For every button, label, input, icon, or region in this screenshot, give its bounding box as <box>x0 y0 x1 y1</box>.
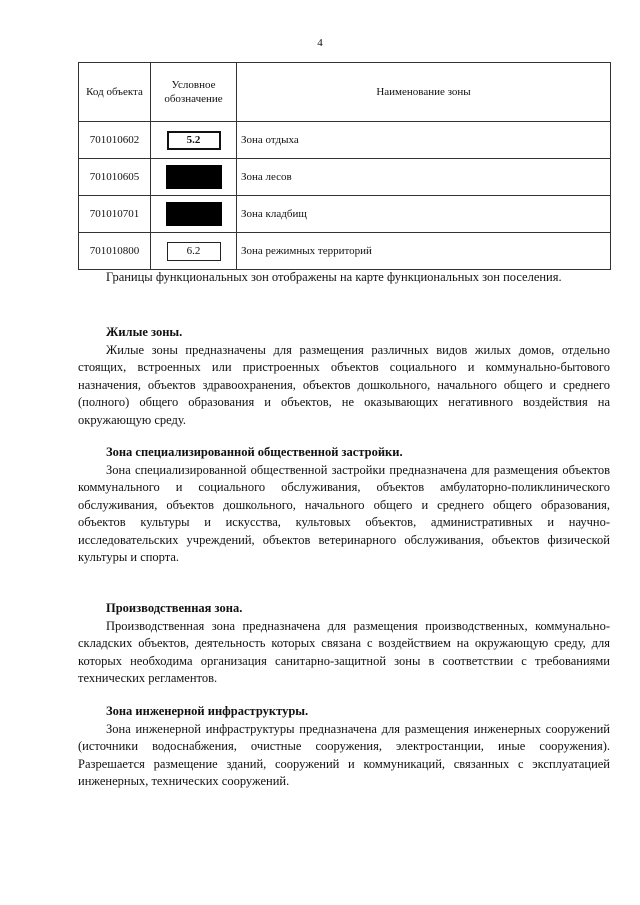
object-code: 701010602 <box>79 122 151 159</box>
section-engineering <box>78 703 610 791</box>
section-title: Жилые зоны. <box>106 325 183 339</box>
zones-table <box>78 62 611 270</box>
symbol-cell <box>151 159 237 196</box>
zone-name: Зона отдыха <box>237 122 611 159</box>
table-row <box>79 196 611 233</box>
object-code: 701010800 <box>79 233 151 270</box>
symbol-cell <box>151 233 237 270</box>
section-title: Производственная зона. <box>106 601 243 615</box>
header-name: Наименование зоны <box>237 63 611 122</box>
section-title: Зона специализированной общественной застройки. <box>106 445 403 459</box>
object-code: 701010701 <box>79 196 151 233</box>
header-code: Код объекта <box>79 63 151 122</box>
zone-symbol: 6.2 <box>167 242 221 261</box>
zone-name: Зона лесов <box>237 159 611 196</box>
table-row <box>79 159 611 196</box>
symbol-cell <box>151 122 237 159</box>
zone-symbol: 5.2 <box>167 131 221 150</box>
section-public <box>78 444 610 567</box>
section-body: Зона специализированной общественной застройки предназначена для размещения объектов коммунального и социального обслуживания, объектов амбулаторно-поликлинического обслуживания, объектов дошкольного, начального общего и среднего общего образования, объектов культуры и искусства, культовых объектов, административных и научно-исследовательских учреждений, объектов ветеринарного обслуживания, объектов физической культуры и спорта. <box>78 462 610 564</box>
table-row <box>79 233 611 270</box>
zone-name: Зона режимных территорий <box>237 233 611 270</box>
zone-symbol-filled <box>166 202 222 226</box>
symbol-cell <box>151 196 237 233</box>
intro-paragraph: Границы функциональных зон отображены на карте функциональных зон поселения. <box>106 270 562 284</box>
page-number: 4 <box>317 37 323 49</box>
section-industrial <box>78 600 610 688</box>
section-body: Зона инженерной инфраструктуры предназначена для размещения инженерных сооружений (источники водоснабжения, очистные сооружения, электростанции, иные сооружения). Разрешается размещение зданий, сооружений и коммуникаций, связанных с эксплуатацией инженерных, технических сооружений. <box>78 721 610 788</box>
section-title: Зона инженерной инфраструктуры. <box>106 704 309 718</box>
section-residential <box>78 324 610 429</box>
object-code: 701010605 <box>79 159 151 196</box>
header-symbol: Условное обозначение <box>151 63 237 122</box>
zone-name: Зона кладбищ <box>237 196 611 233</box>
section-body: Производственная зона предназначена для размещения производственных, коммунально-складских объектов, деятельность которых связана с воздействием на окружающую среду, для которых необходима организация санитарно-защитной зоны в соответствии с требованиями технических регламентов. <box>78 618 610 685</box>
section-body: Жилые зоны предназначены для размещения различных видов жилых домов, отдельно стоящих, встроенных или пристроенных объектов социального и коммунально-бытового назначения, объектов здравоохранения, объектов дошкольного, начального общего и среднего (полного) общего образования и объектов, не оказывающих негативного воздействия на окружающую среду. <box>78 342 610 427</box>
intro-block <box>78 269 610 287</box>
table-header-row <box>79 63 611 122</box>
zone-symbol-filled <box>166 165 222 189</box>
table-row <box>79 122 611 159</box>
